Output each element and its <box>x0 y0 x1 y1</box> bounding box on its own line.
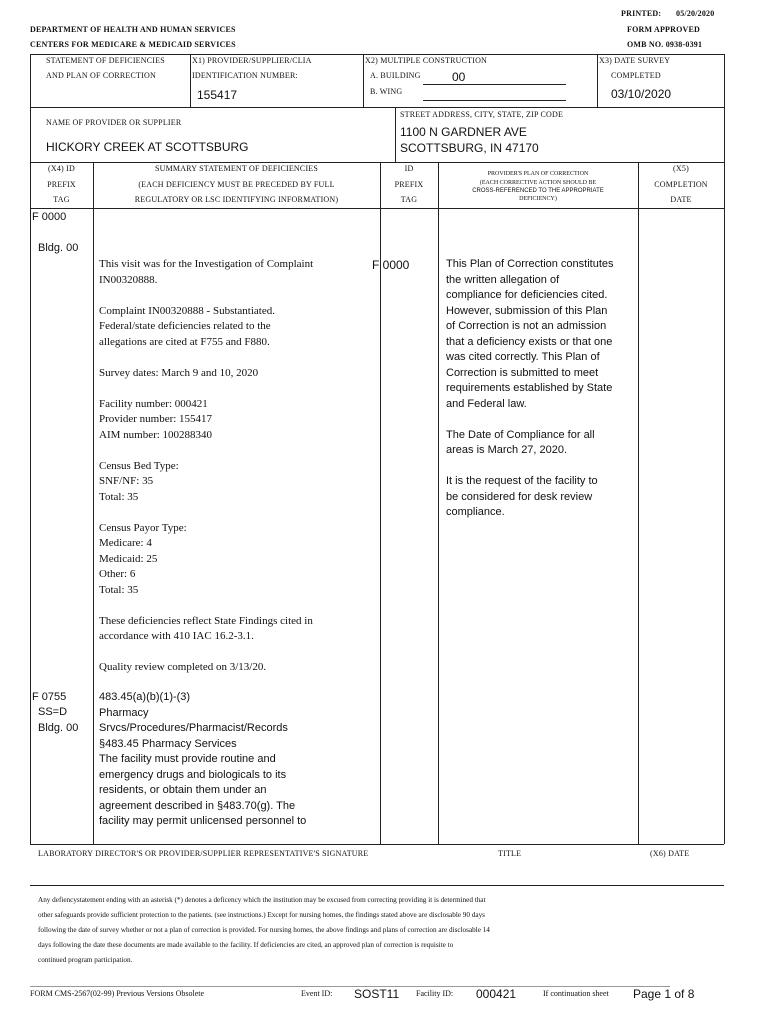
provider-name-label: NAME OF PROVIDER OR SUPPLIER <box>46 118 182 127</box>
summary-line: Federal/state deficiencies related to the <box>99 320 271 332</box>
multiple-construction-label: X2) MULTIPLE CONSTRUCTION <box>365 56 488 65</box>
address-line-2: SCOTTSBURG, IN 47170 <box>400 141 539 155</box>
summary-header: SUMMARY STATEMENT OF DEFICIENCIES <box>154 164 319 173</box>
summary-paragraph <box>99 397 377 444</box>
plan-header-3: CROSS-REFERENCED TO THE APPROPRIATE <box>472 188 604 194</box>
plan-line: compliance for deficiencies cited. <box>446 289 608 301</box>
f0755-line: emergency drugs and biologicals to its <box>99 768 287 781</box>
x4-tag: TAG <box>53 195 70 204</box>
disclaimer-line: following the date of survey whether or not a plan of correction is provided. For nursing homes, the above findings and plans of correction are disclosable 14 <box>38 926 490 934</box>
provider-name: HICKORY CREEK AT SCOTTSBURG <box>46 140 249 154</box>
event-id-label: Event ID: <box>301 989 333 998</box>
f0755-line: 483.45(a)(b)(1)-(3) <box>99 691 191 703</box>
plan-line: requirements established by State <box>446 382 613 394</box>
continuation-label: If continuation sheet <box>543 989 609 998</box>
x4-header: (X4) ID <box>48 164 75 173</box>
summary-header-2: (EACH DEFICIENCY MUST BE PRECEDED BY FULL <box>138 180 335 189</box>
plan-paragraph <box>446 474 636 521</box>
bldg-00: Bldg. 00 <box>38 242 79 254</box>
summary-line: Provider number: 155417 <box>99 413 213 425</box>
f0755-line: facility may permit unlicensed personnel to <box>99 815 307 827</box>
x5-completion: COMPLETION <box>654 180 708 189</box>
address-line-1: 1100 N GARDNER AVE <box>400 125 527 139</box>
disclaimer-line: Any defiencystatement ending with an asterisk (*) denotes a deficency which the institution may be excused from correcting providing it is determined that <box>38 896 486 904</box>
x6-date-label: (X6) DATE <box>650 849 690 858</box>
provider-id-label: X1) PROVIDER/SUPPLIER/CLIA <box>192 56 312 65</box>
summary-line: This visit was for the Investigation of Complaint <box>99 258 314 270</box>
right-tag-f0000: F 0000 <box>372 258 410 272</box>
summary-line: Facility number: 000421 <box>99 397 208 410</box>
statement-label: STATEMENT OF DEFICIENCIES <box>46 56 165 65</box>
plan-line: was cited correctly. This Plan of <box>446 351 600 363</box>
plan-of-correction <box>446 257 636 536</box>
summary-statement <box>99 257 377 691</box>
disclaimer-line: other safeguards provide sufficient protection to the patients. (see instructions.) Except for nursing homes, the findings stated above are disclosable 90 days <box>38 911 485 919</box>
cms-title: CENTERS FOR MEDICARE & MEDICAID SERVICES <box>30 40 236 49</box>
summary-line: AIM number: 100288340 <box>99 428 213 441</box>
plan-line: Correction is submitted to meet <box>446 366 599 379</box>
provider-id-label-2: IDENTIFICATION NUMBER: <box>192 71 298 80</box>
disclaimer <box>38 893 728 968</box>
facility-id-label: Facility ID: <box>416 989 454 998</box>
plan-line: the written allegation of <box>446 273 560 286</box>
summary-paragraph <box>99 660 377 676</box>
plan-line: However, submission of this Plan <box>446 304 608 317</box>
summary-line: Medicaid: 25 <box>99 552 158 565</box>
f0755-line: The facility must provide routine and <box>99 753 276 765</box>
building-value: 00 <box>452 70 466 84</box>
summary-line: These deficiencies reflect State Findings cited in <box>99 614 313 627</box>
event-id-value: SOST11 <box>354 987 400 1001</box>
x5-date: DATE <box>670 195 692 204</box>
plan-line: that a deficiency exists or that one <box>446 335 613 348</box>
f0755-text <box>99 690 377 830</box>
statement-label-2: AND PLAN OF CORRECTION <box>46 71 156 80</box>
ss-d: SS=D <box>38 706 68 718</box>
plan-line: areas is March 27, 2020. <box>446 444 568 456</box>
title-label: TITLE <box>498 849 522 858</box>
facility-id-value: 000421 <box>476 987 517 1001</box>
date-survey-label: X3) DATE SURVEY <box>599 56 671 65</box>
bldg-00-f0755: Bldg. 00 <box>38 722 79 734</box>
plan-line: be considered for desk review <box>446 490 593 503</box>
plan-header: PROVIDER'S PLAN OF CORRECTION <box>487 171 589 177</box>
f0755-line: residents, or obtain them under an <box>99 784 267 796</box>
form-approved: FORM APPROVED <box>627 25 701 34</box>
summary-paragraph <box>99 304 377 351</box>
date-survey-label-2: COMPLETED <box>611 71 661 80</box>
plan-line: This Plan of Correction constitutes <box>446 258 614 270</box>
omb-number: OMB NO. 0938-0391 <box>627 40 703 49</box>
summary-line: allegations are cited at F755 and F880. <box>99 335 270 348</box>
summary-line: Total: 35 <box>99 490 139 503</box>
plan-paragraph <box>446 257 636 412</box>
signature-label: LABORATORY DIRECTOR'S OR PROVIDER/SUPPLIER REPRESENTATIVE'S SIGNATURE <box>38 849 369 858</box>
f0755-line: Pharmacy <box>99 706 149 719</box>
plan-line: It is the request of the facility to <box>446 475 598 487</box>
summary-paragraph <box>99 459 377 506</box>
tag-f0000: F 0000 <box>32 211 67 223</box>
summary-line: SNF/NF: 35 <box>99 475 154 487</box>
plan-line: The Date of Compliance for all <box>446 428 595 441</box>
summary-line: Total: 35 <box>99 583 139 596</box>
summary-line: Medicare: 4 <box>99 537 152 549</box>
x4-prefix: PREFIX <box>47 180 76 189</box>
printed-label: PRINTED: <box>621 9 662 18</box>
summary-line: Survey dates: March 9 and 10, 2020 <box>99 366 259 379</box>
date-survey-value: 03/10/2020 <box>611 87 672 101</box>
page-number: Page 1 of 8 <box>633 987 695 1001</box>
plan-paragraph <box>446 428 636 459</box>
plan-line: compliance. <box>446 506 505 518</box>
disclaimer-line: continued program participation. <box>38 956 133 964</box>
summary-line: IN00320888. <box>99 273 158 286</box>
plan-line: and Federal law. <box>446 397 527 410</box>
summary-line: Complaint IN00320888 - Substantiated. <box>99 304 275 317</box>
x5-header: (X5) <box>673 164 689 173</box>
plan-header-4: DEFICIENCY) <box>519 196 557 202</box>
printed-date: 05/20/2020 <box>676 9 715 18</box>
summary-paragraph <box>99 614 377 645</box>
summary-line: Quality review completed on 3/13/20. <box>99 661 267 673</box>
form-number: FORM CMS-2567(02-99) Previous Versions Obsolete <box>30 989 205 998</box>
id-prefix: PREFIX <box>394 180 424 189</box>
wing-label: B. WING <box>370 87 403 96</box>
plan-line: of Correction is not an admission <box>446 320 607 332</box>
f0755-line: agreement described in §483.70(g). The <box>99 799 296 812</box>
plan-header-2: (EACH CORRECTIVE ACTION SHOULD BE <box>479 180 597 186</box>
address-label: STREET ADDRESS, CITY, STATE, ZIP CODE <box>400 110 564 119</box>
id-tag: TAG <box>400 195 418 204</box>
f0755-line: Srvcs/Procedures/Pharmacist/Records <box>99 722 288 734</box>
summary-paragraph <box>99 366 377 382</box>
summary-line: Other: 6 <box>99 568 136 580</box>
department-title: DEPARTMENT OF HEALTH AND HUMAN SERVICES <box>30 25 236 34</box>
tag-f0755: F 0755 <box>32 691 67 703</box>
summary-line: Census Bed Type: <box>99 459 179 472</box>
f0755-line: §483.45 Pharmacy Services <box>99 737 237 750</box>
disclaimer-line: days following the date these documents are made available to the facility. If deficiencies are cited, an approved plan of correction is requisite to <box>38 941 454 949</box>
id-header: ID <box>404 164 414 173</box>
provider-id-value: 155417 <box>197 88 238 102</box>
summary-paragraph <box>99 521 377 599</box>
summary-line: accordance with 410 IAC 16.2-3.1. <box>99 630 254 642</box>
summary-line: Census Payor Type: <box>99 521 187 534</box>
summary-header-3: REGULATORY OR LSC IDENTIFYING INFORMATION) <box>134 195 339 204</box>
building-label: A. BUILDING <box>370 71 421 80</box>
summary-paragraph <box>99 257 377 288</box>
